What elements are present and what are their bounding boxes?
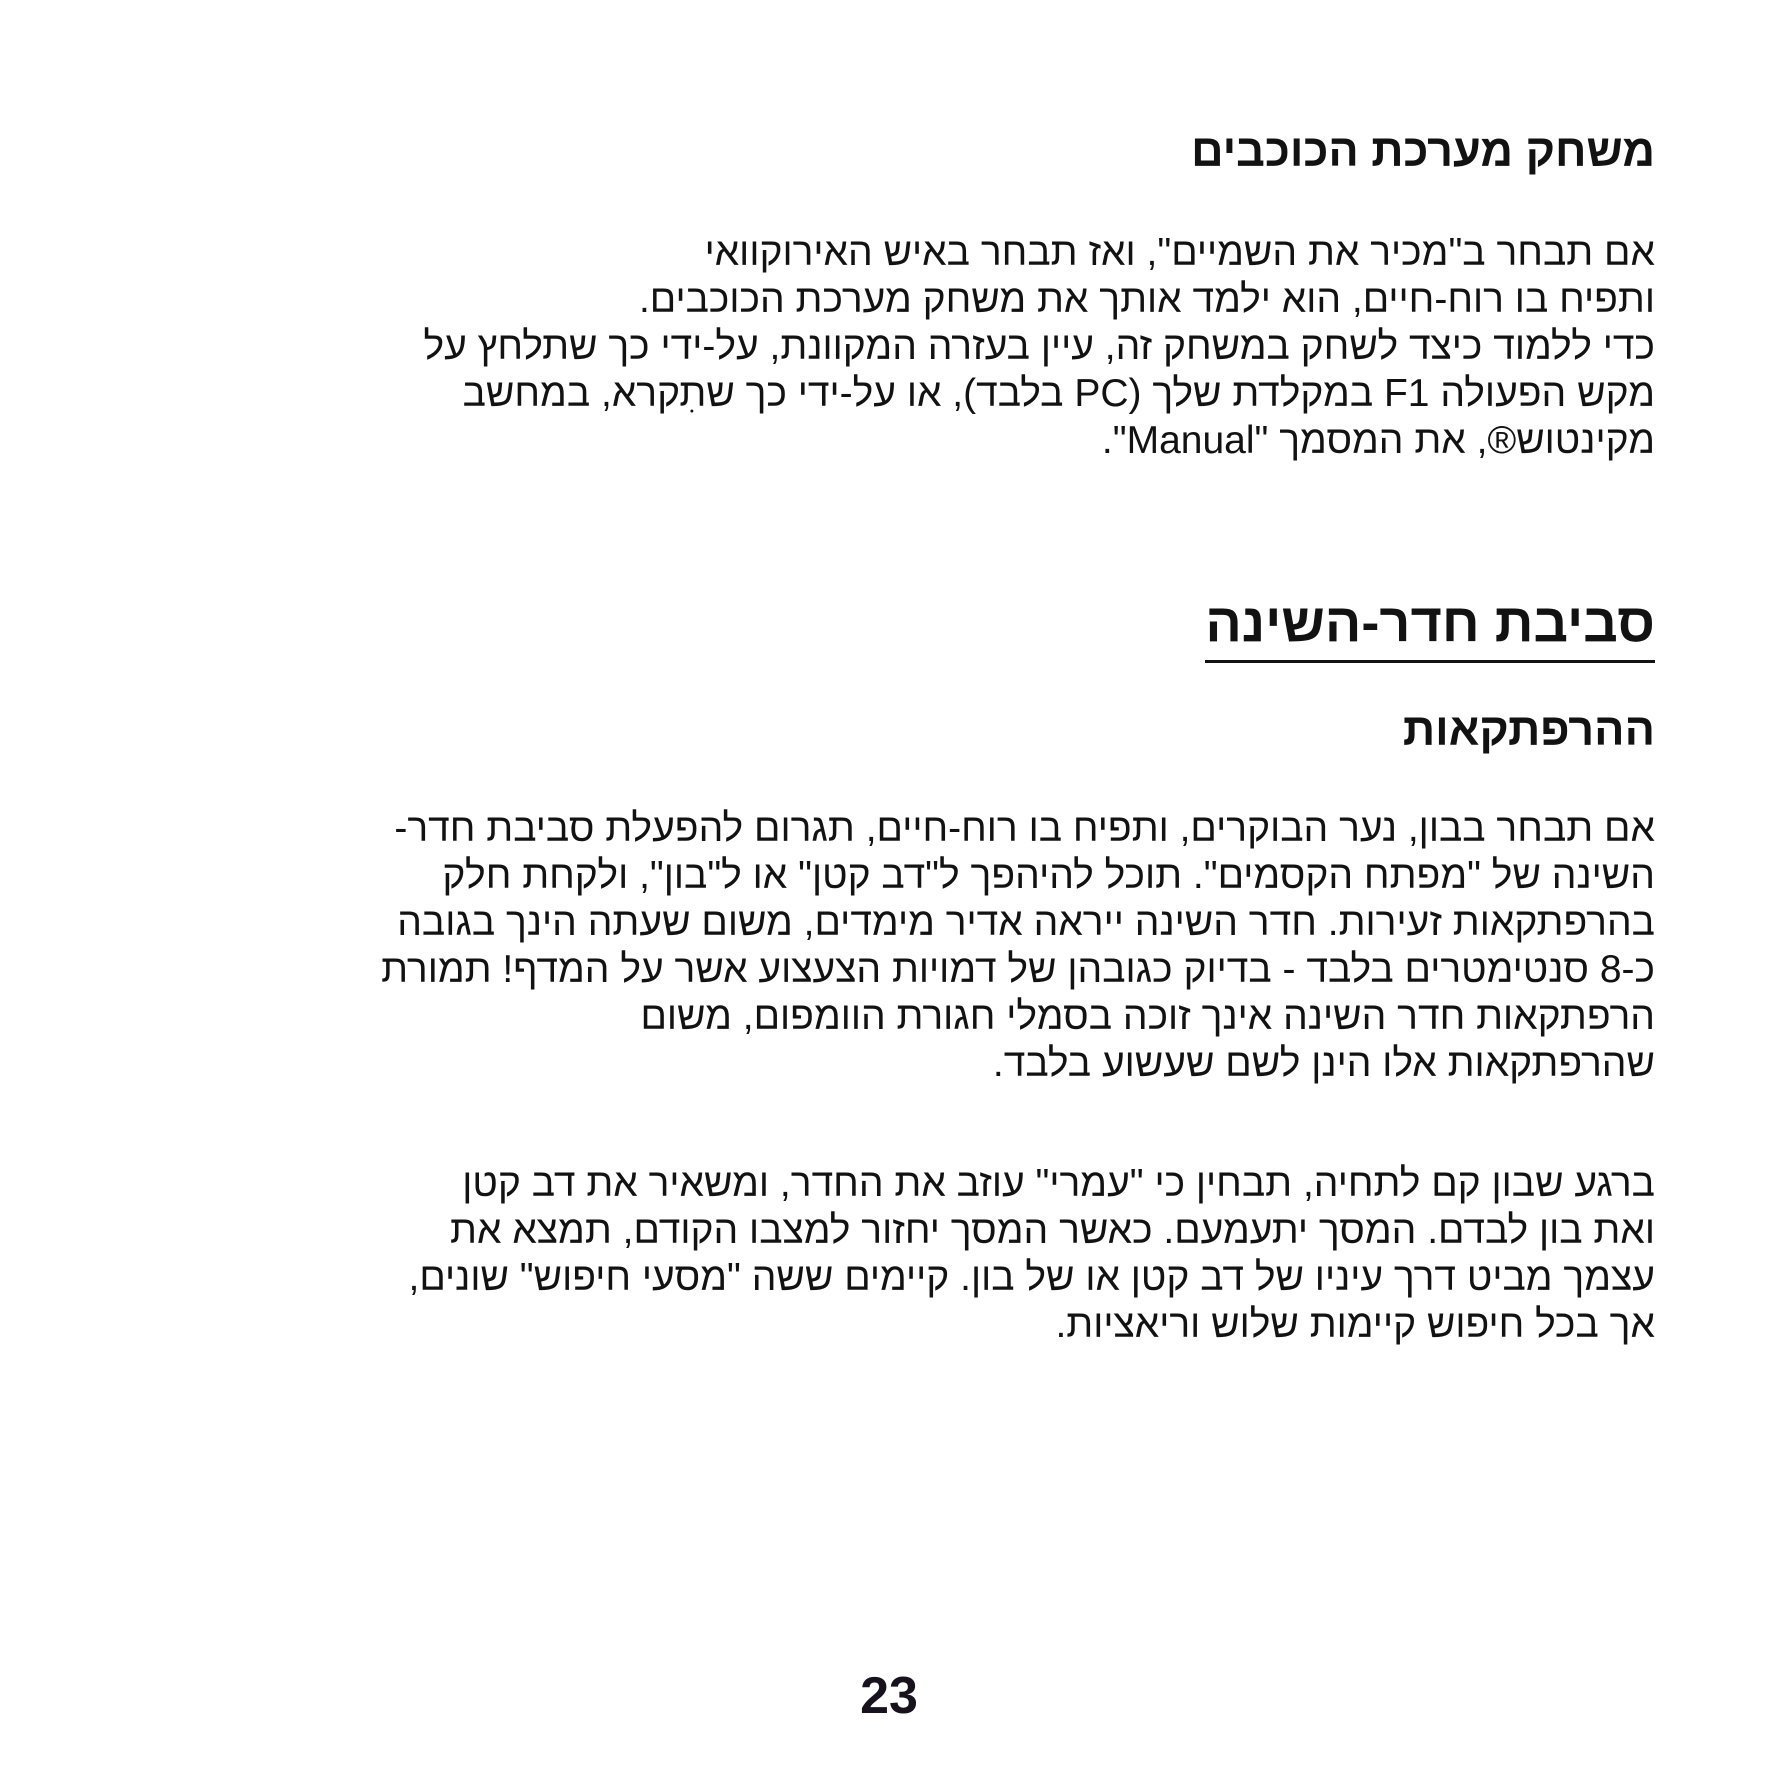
text-line: בהרפתקאות זעירות. חדר השינה ייראה אדיר מימדים, משום שעתה הינך בגובה [397,901,1655,944]
text-line: אם תבחר ב"מכיר את השמיים", ואז תבחר באיש האירוקוואי [704,231,1655,274]
text-line: אך בכל חיפוש קיימות שלוש וריאציות. [1055,1303,1655,1346]
paragraph-adventures [381,805,1655,1087]
text-line: עצמך מביט דרך עיניו של דב קטן או של בון. קיימים ששה "מסעי חיפוש" שונים, [408,1256,1655,1299]
text-line: מקש הפעולה F1 במקלדת שלך (PC בלבד), או על-ידי כך שתִקרא, במחשב [462,372,1655,415]
text-line: כדי ללמוד כיצד לשחק במשחק זה, עיין בעזרה המקוונת, על-ידי כך שתלחץ על [423,325,1655,368]
text-line: מקינטוש®, את המסמך "Manual". [1101,419,1655,462]
section-heading-stars-game: משחק מערכת הכוכבים [1191,125,1655,176]
text-line: ואת בון לבדם. המסך יתעמעם. כאשר המסך יחזור למצבו הקודם, תמצא את [450,1209,1655,1252]
text-line: ותפיח בו רוח-חיים, הוא ילמד אותך את משחק מערכת הכוכבים. [638,278,1655,321]
paragraph-stars-game [423,229,1655,464]
text-line: ברגע שבון קם לתחיה, תבחין כי "עמרי" עוזב את החדר, ומשאיר את דב קטן [462,1162,1655,1205]
text-line: שהרפתקאות אלו הינן לשם שעשוע בלבד. [992,1042,1655,1085]
page-number: 23 [860,1667,918,1725]
text-line: כ-8 סנטימטרים בלבד - בדיוק כגובהן של דמויות הצעצוע אשר על המדף! תמורת [381,948,1655,991]
subsection-heading-adventures: ההרפתקאות [1402,704,1655,755]
text-line: אם תבחר בבון, נער הבוקרים, ותפיח בו רוח-חיים, תגרום להפעלת סביבת חדר- [394,807,1655,850]
section-heading-bedroom: סביבת חדר-השינה [1205,596,1655,663]
text-line: השינה של "מפתח הקסמים". תוכל להיהפך ל"דב קטן" או ל"בון", ולקחת חלק [442,854,1655,897]
paragraph-wake-up [409,1160,1656,1348]
text-line: הרפתקאות חדר השינה אינך זוכה בסמלי חגורת הוומפום, משום [640,995,1655,1038]
